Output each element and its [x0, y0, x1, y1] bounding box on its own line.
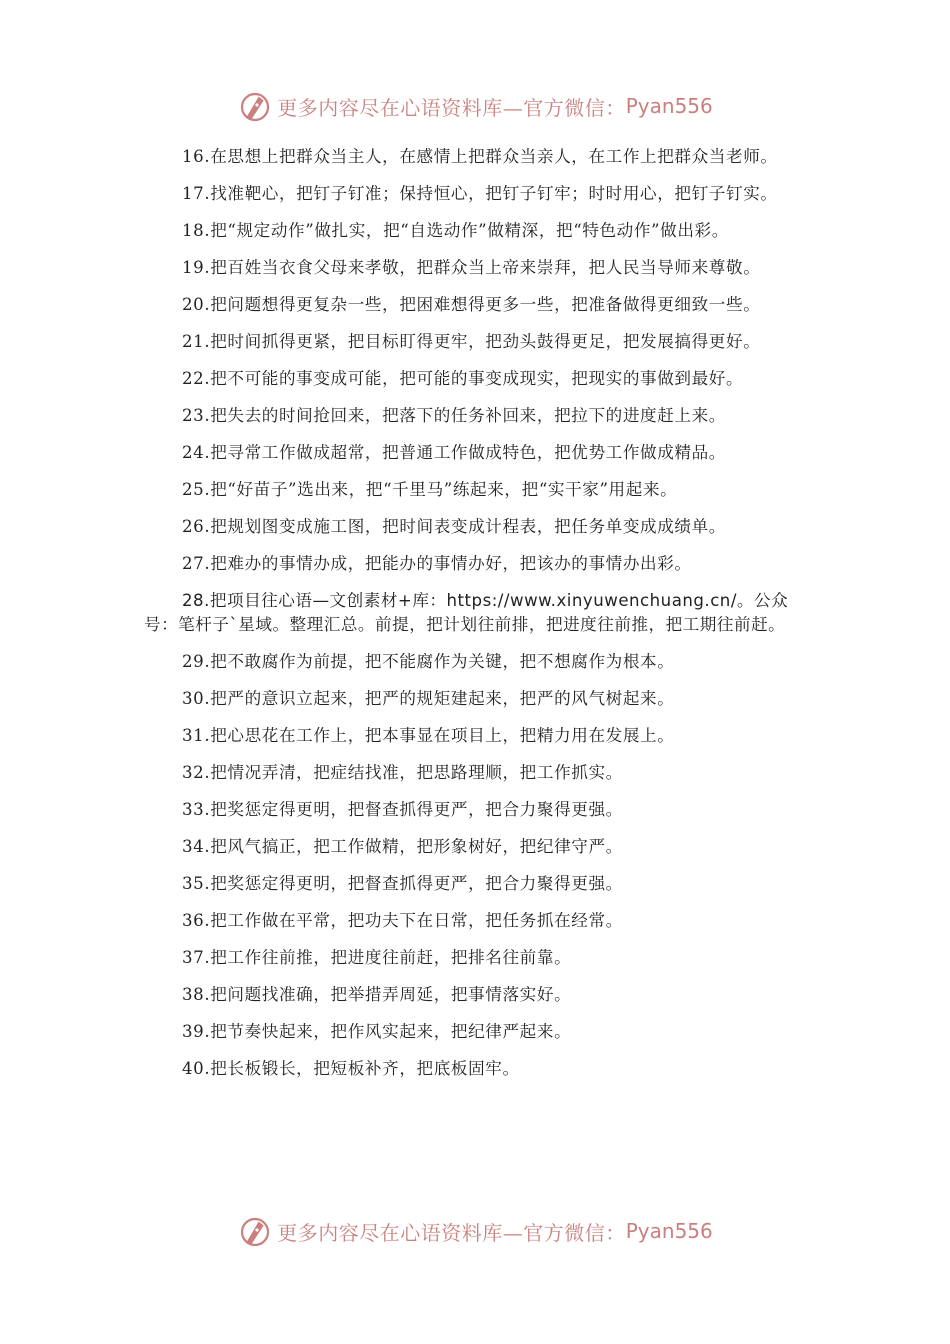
list-item: 30.把严的意识立起来，把严的规矩建起来，把严的风气树起来。: [182, 689, 675, 708]
list-item: 20.把问题想得更复杂一些，把困难想得更多一些，把准备做得更细致一些。: [182, 295, 761, 314]
brand-id: Pyan556: [625, 1219, 713, 1243]
list-item: 34.把风气搞正，把工作做精，把形象树好，把纪律守严。: [182, 837, 623, 856]
list-item: 26.把规划图变成施工图，把时间表变成计程表，把任务单变成成绩单。: [182, 517, 726, 536]
list-item: 18.把“规定动作”做扎实，把“自选动作”做精深，把“特色动作”做出彩。: [182, 221, 729, 240]
header-watermark: [0, 86, 950, 126]
list-item: 17.找准靶心，把钉子钉准；保持恒心，把钉子钉牢；时时用心，把钉子钉实。: [182, 184, 778, 203]
list-item: 23.把失去的时间抢回来，把落下的任务补回来，把拉下的进度赶上来。: [182, 406, 726, 425]
list-item: 27.把难办的事情办成，把能办的事情办好，把该办的事情办出彩。: [182, 554, 692, 573]
list-item: 37.把工作往前推，把进度往前赶，把排名往前靠。: [182, 948, 572, 967]
list-item: 32.把情况弄清，把症结找准，把思路理顺，把工作抓实。: [182, 763, 623, 782]
list-item: 16.在思想上把群众当主人，在感情上把群众当亲人，在工作上把群众当老师。: [182, 147, 778, 166]
list-item: 28.把项目往心语—文创素材+库：https://www.xinyuwenchuang.cn/。公众号：笔杆子`星域。整理汇总。前提，把计划往前排，把进度往前推，把工期往前赶。: [144, 591, 789, 634]
list-item: 38.把问题找准确，把举措弄周延，把事情落实好。: [182, 985, 572, 1004]
fountain-pen-icon: [237, 1213, 273, 1249]
list-item: 19.把百姓当衣食父母来孝敬，把群众当上帝来崇拜，把人民当导师来尊敬。: [182, 258, 761, 277]
list-item: 22.把不可能的事变成可能，把可能的事变成现实，把现实的事做到最好。: [182, 369, 744, 388]
list-item: 40.把长板锻长，把短板补齐，把底板固牢。: [182, 1059, 520, 1078]
list-item: 24.把寻常工作做成超常，把普通工作做成特色，把优势工作做成精品。: [182, 443, 726, 462]
list-item: 36.把工作做在平常，把功夫下在日常，把任务抓在经常。: [182, 911, 623, 930]
list-item: 35.把奖惩定得更明，把督查抓得更严，把合力聚得更强。: [182, 874, 623, 893]
list-item: 31.把心思花在工作上，把本事显在项目上，把精力用在发展上。: [182, 726, 675, 745]
brand-text: 更多内容尽在心语资料库—官方微信：: [277, 95, 626, 120]
list-item: 39.把节奏快起来，把作风实起来，把纪律严起来。: [182, 1022, 572, 1041]
list-item: 21.把时间抓得更紧，把目标盯得更牢，把劲头鼓得更足，把发展搞得更好。: [182, 332, 761, 351]
list-item: 25.把“好苗子”选出来，把“千里马”练起来，把“实干家”用起来。: [182, 480, 678, 499]
brand-id: Pyan556: [625, 94, 713, 118]
list-item: 33.把奖惩定得更明，把督查抓得更严，把合力聚得更强。: [182, 800, 623, 819]
fountain-pen-icon: [237, 88, 273, 124]
item-list: [144, 145, 816, 1094]
list-item: 29.把不敢腐作为前提，把不能腐作为关键，把不想腐作为根本。: [182, 652, 675, 671]
footer-watermark: [0, 1211, 950, 1251]
brand-text: 更多内容尽在心语资料库—官方微信：: [277, 1220, 626, 1245]
